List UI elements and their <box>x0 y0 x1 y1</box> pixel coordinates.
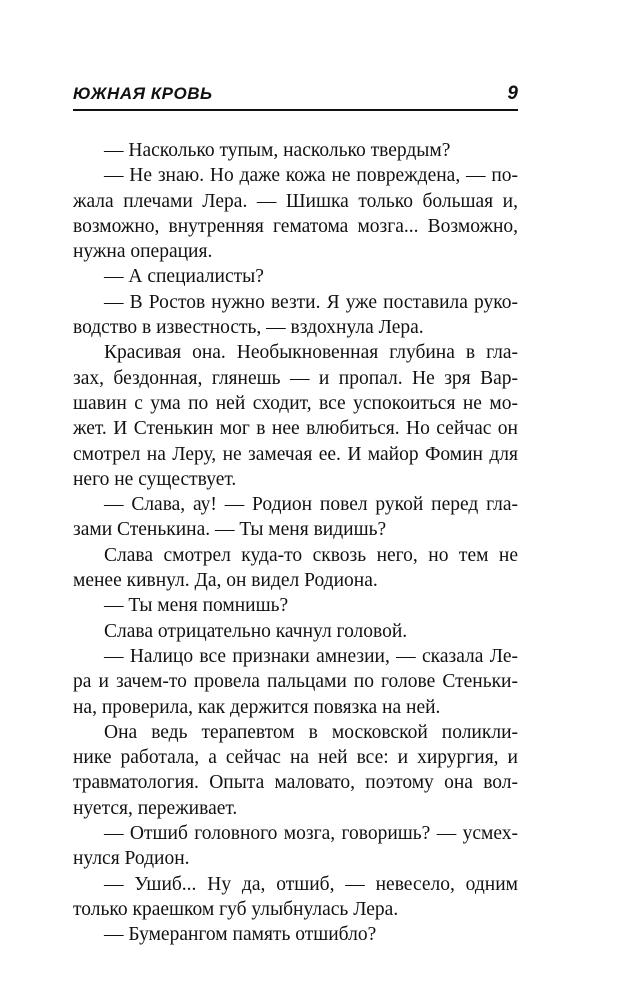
body-text <box>73 138 518 948</box>
text-line: — Не знаю. Но даже кожа не повреждена, — по- <box>104 165 518 187</box>
text-line: жет. И Стенькин мог в нее влюбиться. Но сейчас он <box>73 418 518 440</box>
text-line: — Ты меня помнишь? <box>104 595 289 617</box>
text-line: — Ушиб... Ну да, отшиб, — невесело, одним <box>104 873 518 895</box>
text-line: — В Ростов нужно везти. Я уже поставила руко- <box>104 291 518 313</box>
text-line: смотрел на Леру, не замечая ее. И майор Фомин для <box>73 443 518 465</box>
text-line: — Слава, ау! — Родион повел рукой перед гла- <box>104 494 518 516</box>
text-line: травматология. Опыта маловато, поэтому она вол- <box>73 772 518 794</box>
text-line: — А специалисты? <box>104 266 264 288</box>
book-title: ЮЖНАЯ КРОВЬ <box>73 84 213 103</box>
header-rule <box>73 109 518 111</box>
text-line: — Налицо все признаки амнезии, — сказала Ле- <box>104 645 518 667</box>
text-line: Слава отрицательно качнул головой. <box>104 620 408 642</box>
text-line: нулся Родион. <box>73 848 190 870</box>
text-line: него не существует. <box>73 468 237 490</box>
text-line: возможно, внутренняя гематома мозга... Возможно, <box>73 215 518 237</box>
text-line: менее кивнул. Да, он видел Родиона. <box>73 570 378 592</box>
text-line: Красивая она. Необыкновенная глубина в гла- <box>104 342 518 364</box>
page-number: 9 <box>507 83 518 104</box>
text-line: зами Стенькина. — Ты меня видишь? <box>73 519 387 541</box>
running-head <box>73 84 518 108</box>
text-line: на, проверила, как держится повязка на ней. <box>73 696 441 718</box>
text-line: жала плечами Лера. — Шишка только большая и, <box>73 190 518 212</box>
text-line: — Бумерангом память отшибло? <box>104 924 377 946</box>
text-line: водство в известность, — вздохнула Лера. <box>73 317 424 339</box>
text-line: — Отшиб головного мозга, говоришь? — усмех- <box>104 823 518 845</box>
text-line: зах, бездонная, глянешь — и пропал. Не зря Вар- <box>73 367 518 389</box>
text-line: нике работала, а сейчас на ней все: и хирургия, и <box>73 747 518 769</box>
text-line: Слава смотрел куда-то сквозь него, но тем не <box>104 544 518 566</box>
text-line: ра и зачем-то провела пальцами по голове Стеньки- <box>73 671 518 693</box>
text-line: нуется, переживает. <box>73 797 238 819</box>
text-line: шавин с ума по ней сходит, все успокоиться не мо- <box>73 392 518 414</box>
text-line: нужна операция. <box>73 241 213 263</box>
text-line: — Насколько тупым, насколько твердым? <box>104 140 451 161</box>
text-line: Она ведь терапевтом в московской поликли- <box>104 721 518 743</box>
text-line: только краешком губ улыбнулась Лера. <box>73 898 399 920</box>
